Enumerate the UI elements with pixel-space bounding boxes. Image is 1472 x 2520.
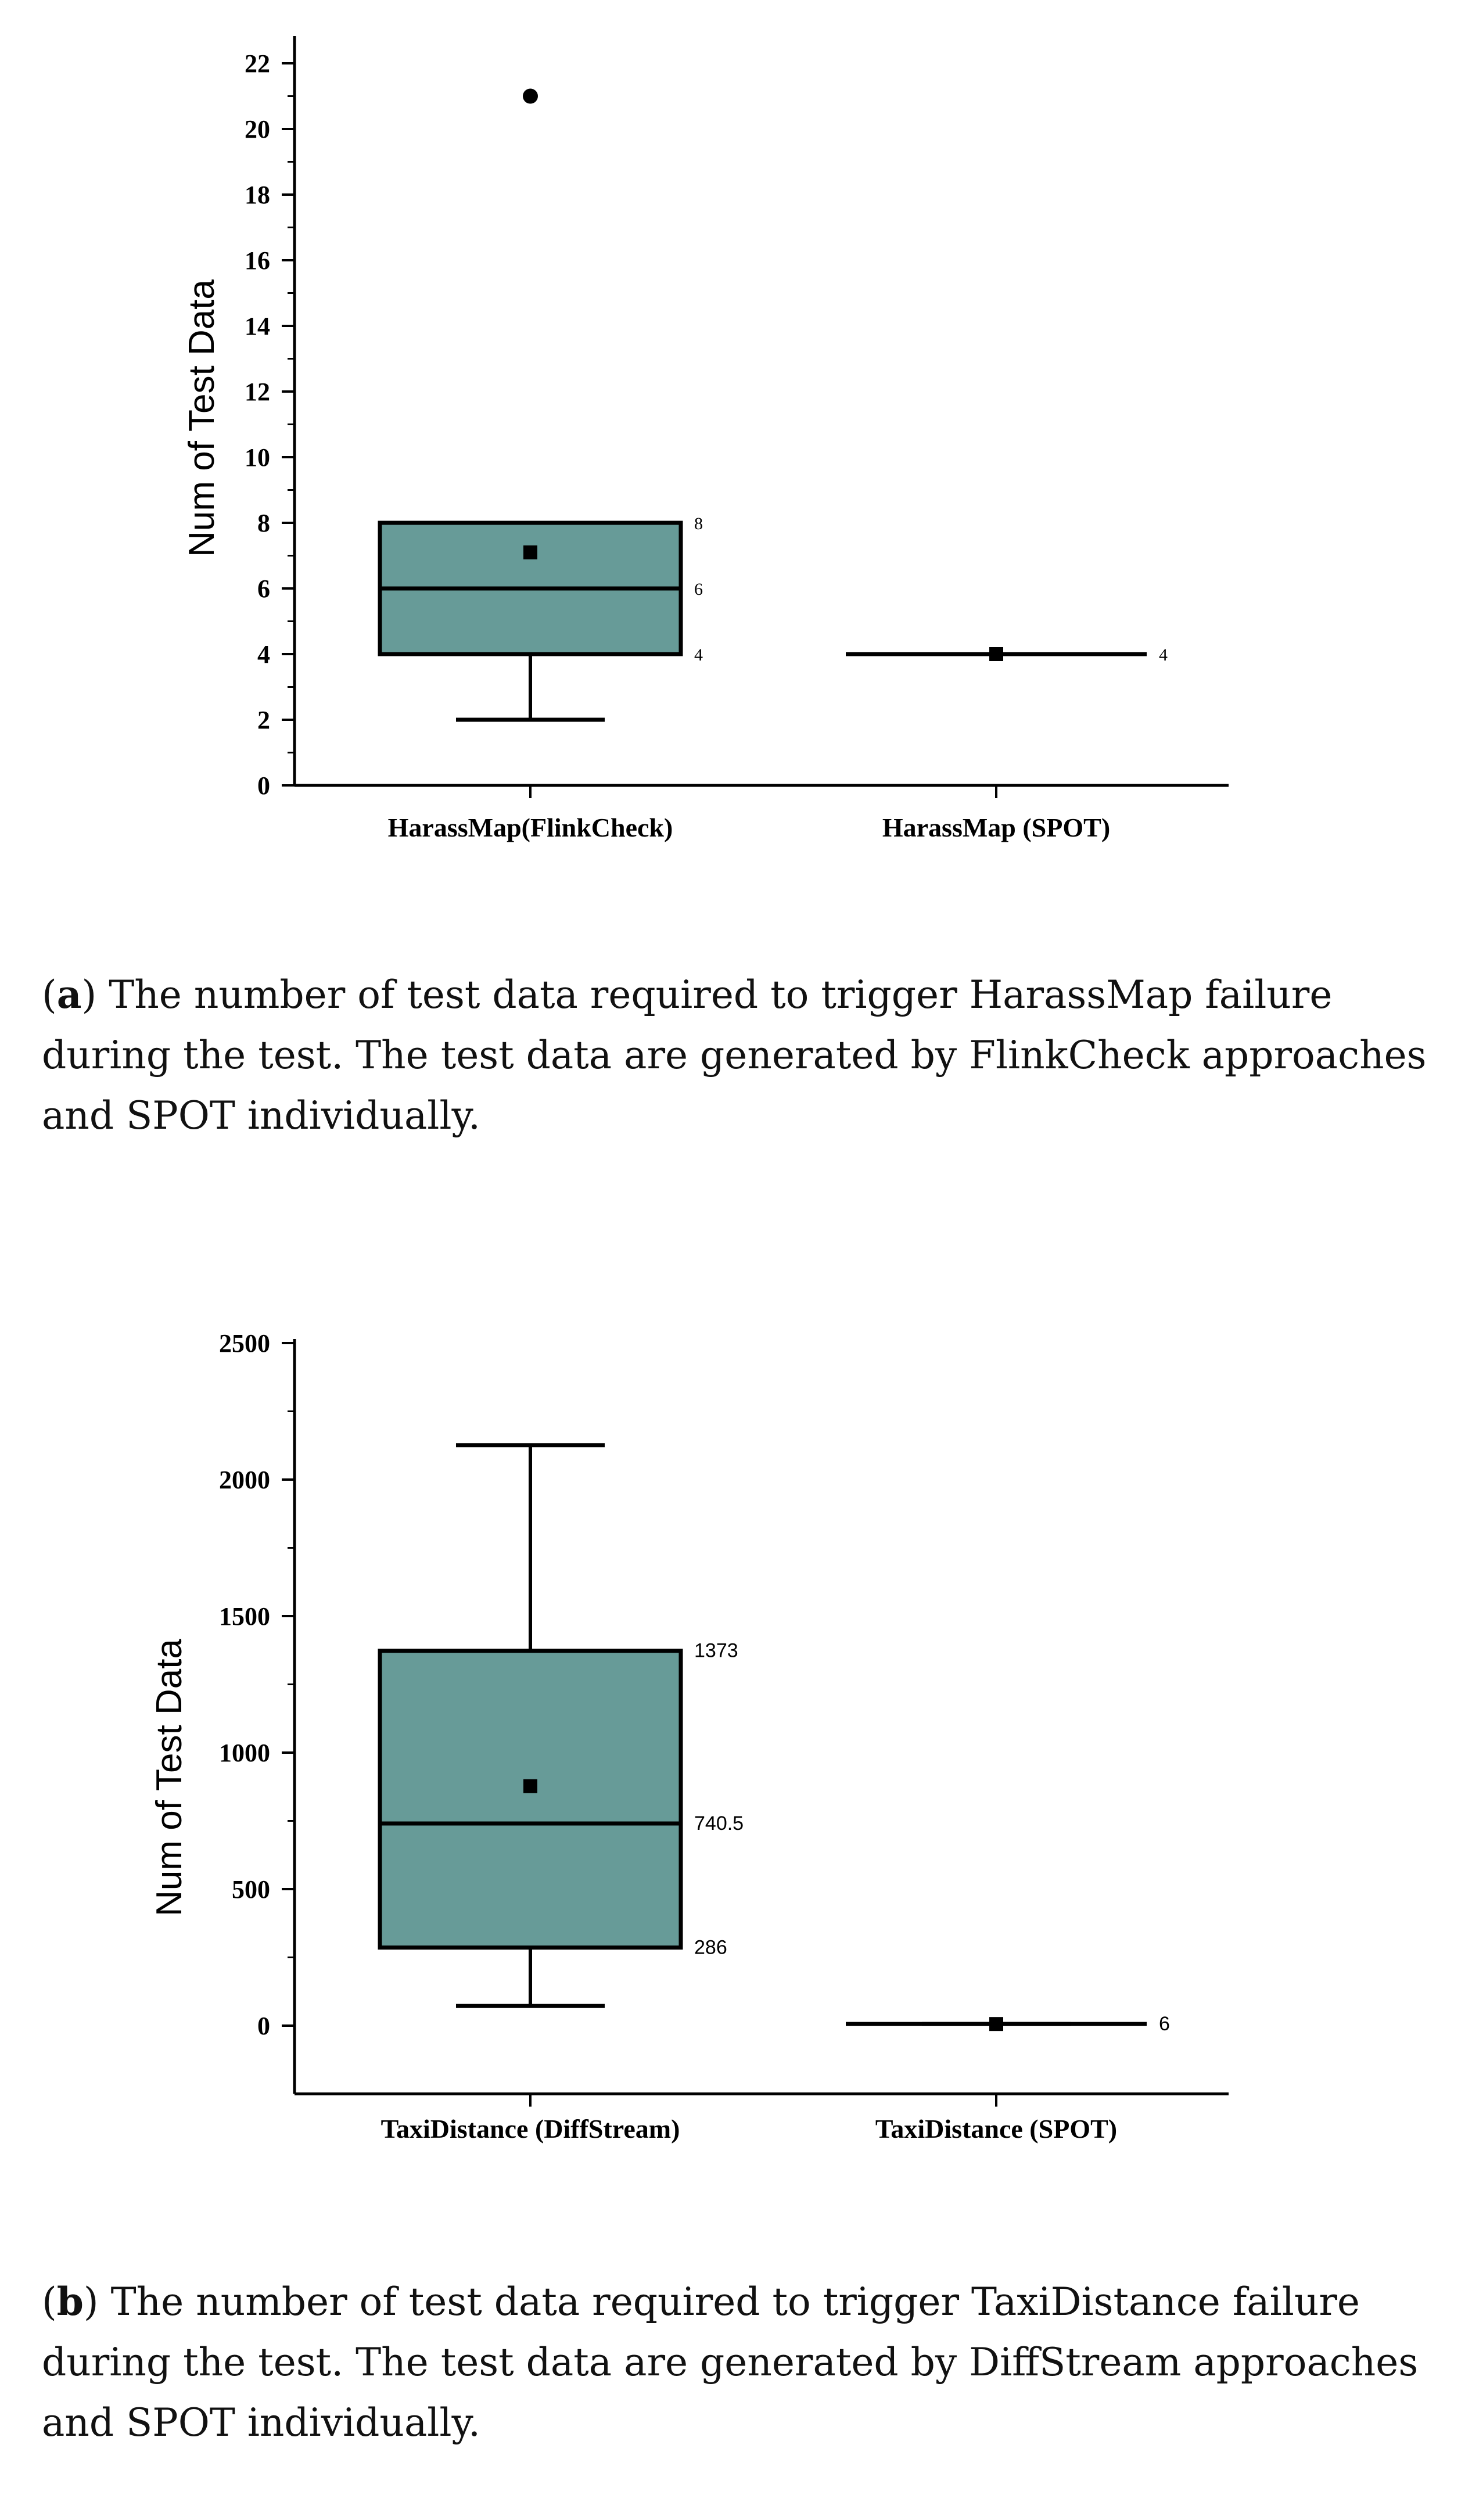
y-tick-label: 22 [245, 49, 270, 78]
y-tick-label: 4 [257, 640, 270, 669]
x-category-label: TaxiDistance (SPOT) [875, 2114, 1118, 2144]
x-category-label: HarassMap(FlinkCheck) [387, 813, 673, 842]
x-category-label: HarassMap (SPOT) [882, 813, 1111, 842]
box-a-1-value-label: 4 [694, 645, 703, 665]
y-tick-label: 2000 [219, 1466, 270, 1494]
box-b-1-value-label: 740.5 [694, 1812, 744, 1835]
y-axis-label: Num of Test Data [182, 279, 222, 557]
caption-b-text: The number of test data required to trigger TaxiDistance failure during the test. The test data are generated by DiffStream approaches and SPOT individually. [42, 2280, 1419, 2445]
y-tick-label: 8 [257, 509, 270, 537]
box-a-1-outlier-point [523, 89, 538, 104]
y-tick-label: 0 [257, 2012, 270, 2040]
y-tick-label: 10 [245, 443, 270, 472]
box-a-2-value-label: 4 [1159, 645, 1168, 665]
y-tick-label: 1500 [219, 1602, 270, 1631]
chart-a [0, 0, 1472, 871]
box-a-1-value-label: 8 [694, 514, 703, 533]
box-b-2-value-label: 6 [1159, 2013, 1170, 2036]
box-b-2-mean-marker [989, 2017, 1003, 2031]
caption-b-label: b [56, 2279, 84, 2324]
chart-b [0, 1330, 1472, 2237]
box-a-2-mean-marker [989, 647, 1003, 661]
y-tick-label: 18 [245, 181, 270, 209]
y-tick-label: 6 [257, 575, 270, 603]
y-axis-label: Num of Test Data [149, 1639, 189, 1916]
box-b-1-value-label: 1373 [694, 1639, 738, 1662]
box-b-1-mean-marker [523, 1779, 537, 1793]
caption-b: (b) The number of test data required to trigger TaxiDistance failure during the test. The test data are generated by DiffStream approaches and SPOT individually. [42, 2279, 1419, 2445]
y-tick-label: 12 [245, 378, 270, 406]
caption-a: (a) The number of test data required to trigger HarassMap failure during the test. The test data are generated by FlinkCheck approaches and SPOT individually. [42, 972, 1427, 1138]
y-tick-label: 2 [257, 706, 270, 734]
y-tick-label: 2500 [219, 1330, 270, 1358]
y-tick-label: 16 [245, 246, 270, 275]
x-category-label: TaxiDistance (DiffStream) [380, 2114, 680, 2144]
caption-a-text: The number of test data required to trigger HarassMap failure during the test. The test data are generated by FlinkCheck approaches and SPOT individually. [42, 972, 1427, 1138]
y-tick-label: 1000 [219, 1739, 270, 1767]
y-tick-label: 0 [257, 771, 270, 800]
caption-a-label: a [56, 972, 82, 1017]
box-b-1-value-label: 286 [694, 1936, 727, 1959]
y-tick-label: 500 [232, 1875, 270, 1904]
y-tick-label: 20 [245, 115, 270, 143]
box-a-1-value-label: 6 [694, 580, 703, 599]
y-tick-label: 14 [245, 312, 270, 340]
box-b-1-iqr-rect [380, 1651, 681, 1948]
box-a-1-mean-marker [523, 545, 537, 559]
